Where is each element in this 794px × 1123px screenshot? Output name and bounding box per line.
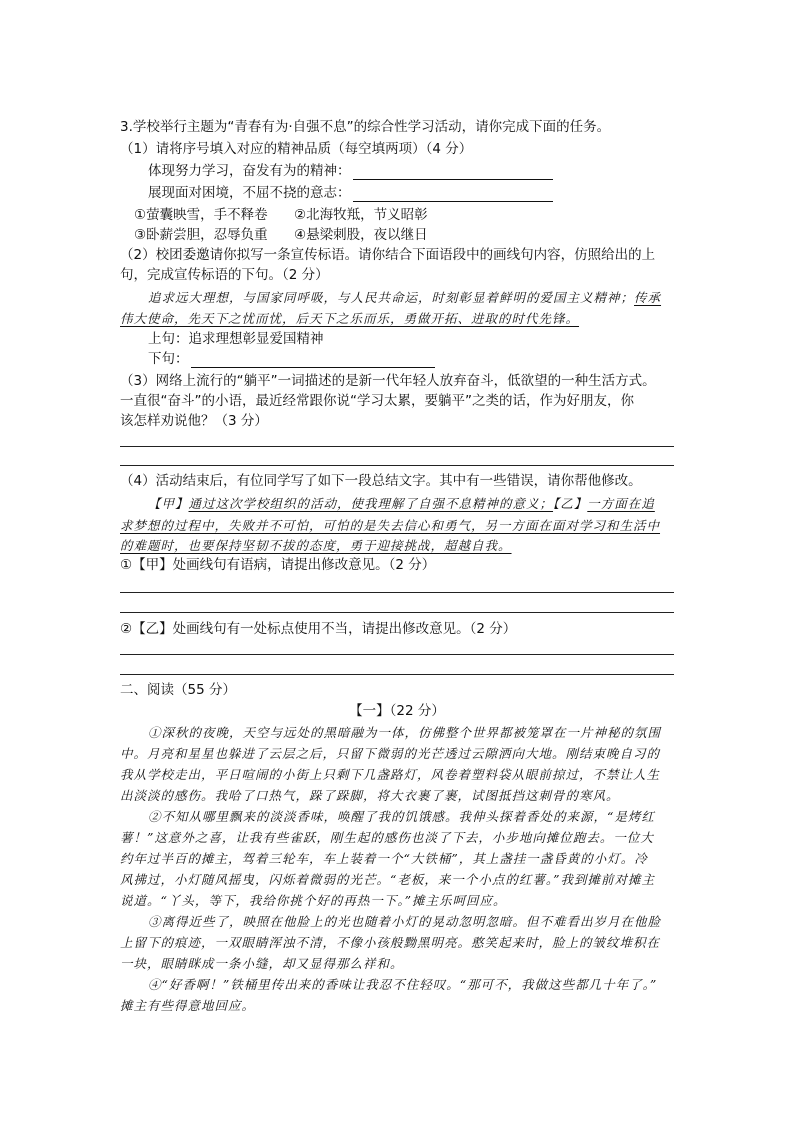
task-1-instruction: （1）请将序号填入对应的精神品质（每空填两项）（4 分） — [120, 141, 473, 157]
task-1-line-1 — [148, 162, 553, 180]
task-4-passage-line-1 — [148, 495, 655, 513]
paragraph-2-line-2: 薯！”这意外之喜，让我有些雀跃，刚生起的感伤也淡了下去，小步地向摊位跑去。一位大 — [120, 830, 654, 845]
task-4-sub-question-2: ②【乙】处画线句有一处标点使用不当，请提出修改意见。（2 分） — [120, 621, 517, 637]
reading-part-title: 【一】（22 分） — [349, 703, 445, 719]
paragraph-2-line-1: ②不知从哪里飘来的淡淡香味，唤醒了我的饥饿感。我伸头探着香处的来源，“是烤红 — [148, 809, 655, 824]
task-4-instruction: （4）活动结束后，有位同学写了如下一段总结文字。其中有一些错误，请你帮他修改。 — [120, 473, 642, 489]
task-3-line-3: 该怎样劝说他？（3 分） — [120, 413, 268, 429]
task-4-jia-sentence: 通过这次学校组织的活动，使我理解了自强不息精神的意义； — [188, 496, 554, 511]
task-4-yi-sentence-start: 一方面在追 — [587, 496, 655, 511]
task-2-passage-line-1 — [148, 289, 661, 307]
paragraph-1-line-4: 出淡淡的感伤。我哈了口热气，跺了跺脚，将大衣裹了裹，试图抵挡这刺骨的寒风。 — [120, 788, 620, 803]
task-1-line-2-label: 展现面对困境，不屈不挠的意志： — [148, 185, 351, 201]
task-1-blank-1[interactable] — [353, 165, 553, 180]
task-2-passage-underlined-start: 传承 — [634, 290, 662, 305]
sub-1-answer-line-1[interactable] — [120, 592, 674, 593]
sub-2-answer-line-1[interactable] — [120, 654, 674, 655]
option-3: ③卧薪尝胆，忍辱负重 — [134, 227, 268, 243]
paragraph-2-line-4: 风拂过，小灯随风摇曳，闪烁着微弱的光芒。“老板，来一个小点的红薯。”我到摊前对摊主 — [120, 872, 656, 887]
task-2-passage-plain: 追求远大理想，与国家同呼吸，与人民共命运，时刻彰显着鲜明的爱国主义精神； — [148, 290, 635, 305]
task-1-line-1-label: 体现努力学习，奋发有为的精神： — [148, 163, 351, 179]
task-2-lower-line — [148, 350, 435, 368]
paragraph-1-line-1: ①深秋的夜晚，天空与远处的黑暗融为一体，仿佛整个世界都被笼罩在一片神秘的氛围 — [148, 725, 662, 740]
task-2-instruction-b: 句，完成宣传标语的下句。（2 分） — [120, 267, 329, 283]
task-4-passage-line-3: 的难题时，也要保持坚韧不拔的态度，勇于迎接挑战，超越自我。 — [120, 538, 512, 553]
option-2: ②北海牧羝，节义昭彰 — [294, 207, 428, 223]
task-3-answer-line-1[interactable] — [120, 446, 674, 447]
paragraph-3-line-2: 上留下的痕迹，一双眼睛浑浊不清，不像小孩般黝黑明亮。憨笑起来时，脸上的皱纹堆积在 — [120, 935, 661, 950]
task-4-passage-line-2: 求梦想的过程中，失败并不可怕，可怕的是失去信心和勇气，另一方面在面对学习和生活中 — [120, 518, 661, 533]
task-2-passage-line-2: 伟大使命，先天下之忧而忧，后天下之乐而乐，勇做开拓、进取的时代先锋。 — [120, 311, 580, 326]
task-4-yi-tag: 【乙】 — [553, 496, 588, 511]
paragraph-1-line-2: 中。月亮和星星也躲进了云层之后，只留下微弱的光芒透过云隙洒向大地。刚结束晚自习的 — [120, 746, 661, 761]
sub-1-answer-line-2[interactable] — [120, 612, 674, 613]
task-2-lower-blank[interactable] — [191, 353, 435, 368]
paragraph-4-line-2: 摊主有些得意地回应。 — [120, 998, 256, 1013]
task-4-sub-question-1: ①【甲】处画线句有语病，请提出修改意见。（2 分） — [120, 557, 436, 573]
task-3-answer-line-2[interactable] — [120, 465, 674, 466]
paragraph-1-line-3: 我从学校走出，平日喧闹的小街上只剩下几盏路灯，风卷着塑料袋从眼前掠过，不禁让人生 — [120, 767, 661, 782]
paragraph-2-line-5: 说道。“丫头，等下，我给你挑个好的再热一下。”摊主乐呵回应。 — [120, 893, 507, 908]
sub-2-answer-line-2[interactable] — [120, 674, 674, 675]
task-2-instruction-a: （2）校团委邀请你拟写一条宣传标语。请你结合下面语段中的画线句内容，仿照给出的上 — [120, 247, 656, 263]
paragraph-3-line-3: 一块，眼睛眯成一条小缝，却又显得那么祥和。 — [120, 956, 404, 971]
option-1: ①萤囊映雪，手不释卷 — [134, 207, 268, 223]
task-2-upper-line: 上句：追求理想彰显爱国精神 — [148, 331, 324, 347]
task-4-jia-tag: 【甲】 — [148, 496, 189, 511]
paragraph-2-line-3: 约年过半百的摊主，驾着三轮车，车上装着一个“大铁桶”，其上盏挂一盏昏黄的小灯。冷 — [120, 851, 648, 866]
option-4: ④悬梁刺股，夜以继日 — [294, 227, 428, 243]
task-1-blank-2[interactable] — [353, 187, 553, 202]
task-1-line-2 — [148, 184, 553, 202]
reading-section-title: 二、阅读（55 分） — [120, 682, 236, 698]
paragraph-3-line-1: ③离得近些了，映照在他脸上的光也随着小灯的晃动忽明忽暗。但不难看出岁月在他脸 — [148, 914, 662, 929]
question-3-title: 3.学校举行主题为“青春有为·自强不息”的综合性学习活动，请你完成下面的任务。 — [120, 119, 611, 135]
task-3-line-1: （3）网络上流行的“躺平”一词描述的是新一代年轻人放弃奋斗，低欲望的一种生活方式。 — [120, 373, 656, 389]
paragraph-4-line-1: ④“好香啊！”铁桶里传出来的香味让我忍不住轻叹。“那可不，我做这些都几十年了。” — [148, 977, 658, 992]
task-2-lower-label: 下句： — [148, 351, 189, 367]
task-3-line-2: 一直很“奋斗”的小语，最近经常跟你说“学习太累，要躺平”之类的话，作为好朋友，你 — [120, 393, 634, 409]
